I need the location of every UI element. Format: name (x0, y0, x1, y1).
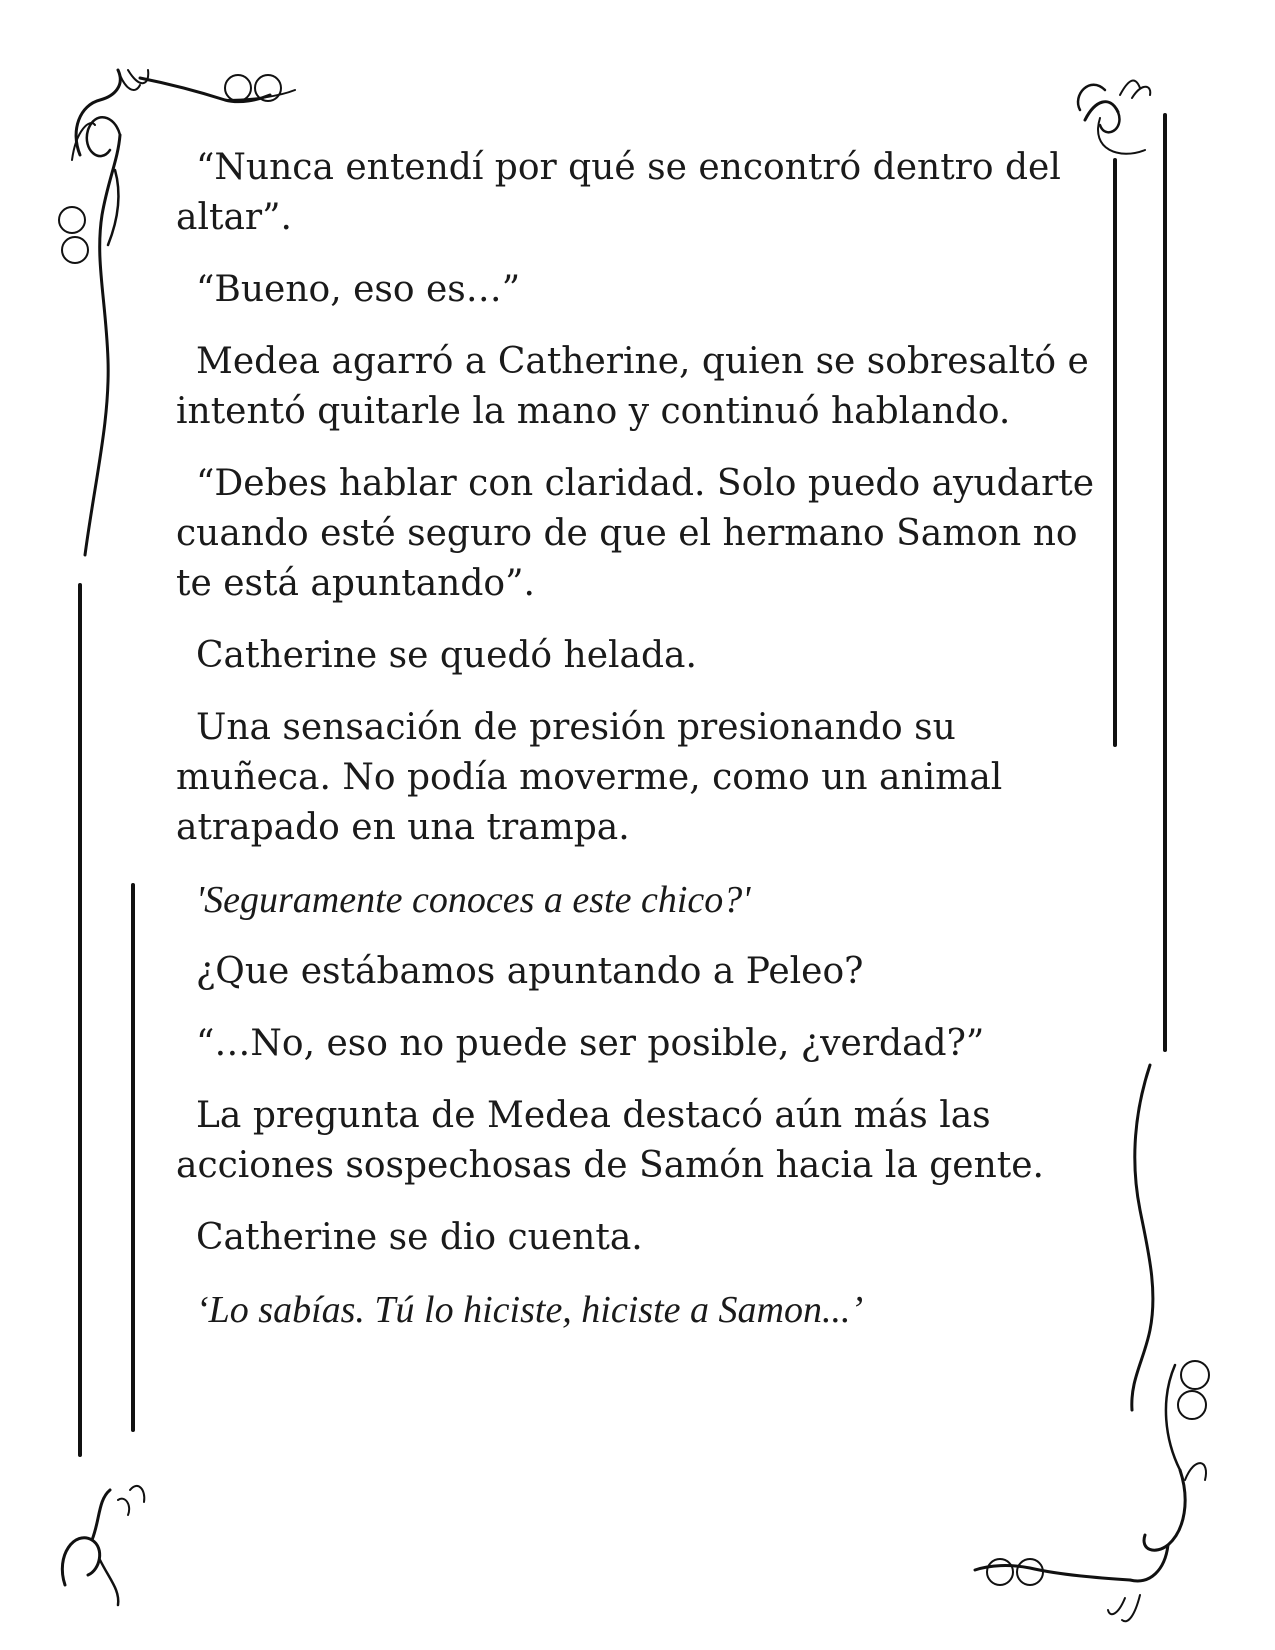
flourish-bottom-left-icon (62, 1486, 144, 1605)
story-paragraph: “Nunca entendí por qué se encontró dentro del altar”. (176, 147, 1061, 238)
italic-thought-paragraph: 'Seguramente conoces a este chico?' (196, 879, 751, 921)
story-text (176, 143, 1096, 1357)
italic-thought-paragraph: ‘Lo sabías. Tú lo hiciste, hiciste a Samon...’ (196, 1289, 864, 1331)
story-paragraph: Catherine se quedó helada. (196, 635, 697, 676)
story-paragraph: “…No, eso no puede ser posible, ¿verdad?” (196, 1023, 985, 1064)
story-paragraph: “Debes hablar con claridad. Solo puedo ayudarte cuando esté seguro de que el hermano Samon no te está apuntando”. (176, 463, 1095, 604)
story-paragraph: ¿Que estábamos apuntando a Peleo? (196, 951, 864, 992)
story-paragraph: Catherine se dio cuenta. (196, 1217, 643, 1258)
story-paragraph: Medea agarró a Catherine, quien se sobresaltó e intentó quitarle la mano y continuó hablando. (176, 341, 1089, 432)
story-paragraph: Una sensación de presión presionando su muñeca. No podía moverme, como un animal atrapado en una trampa. (176, 707, 1003, 848)
story-paragraph: La pregunta de Medea destacó aún más las acciones sospechosas de Samón hacia la gente. (176, 1095, 1044, 1186)
story-paragraph: “Bueno, eso es…” (196, 269, 521, 310)
